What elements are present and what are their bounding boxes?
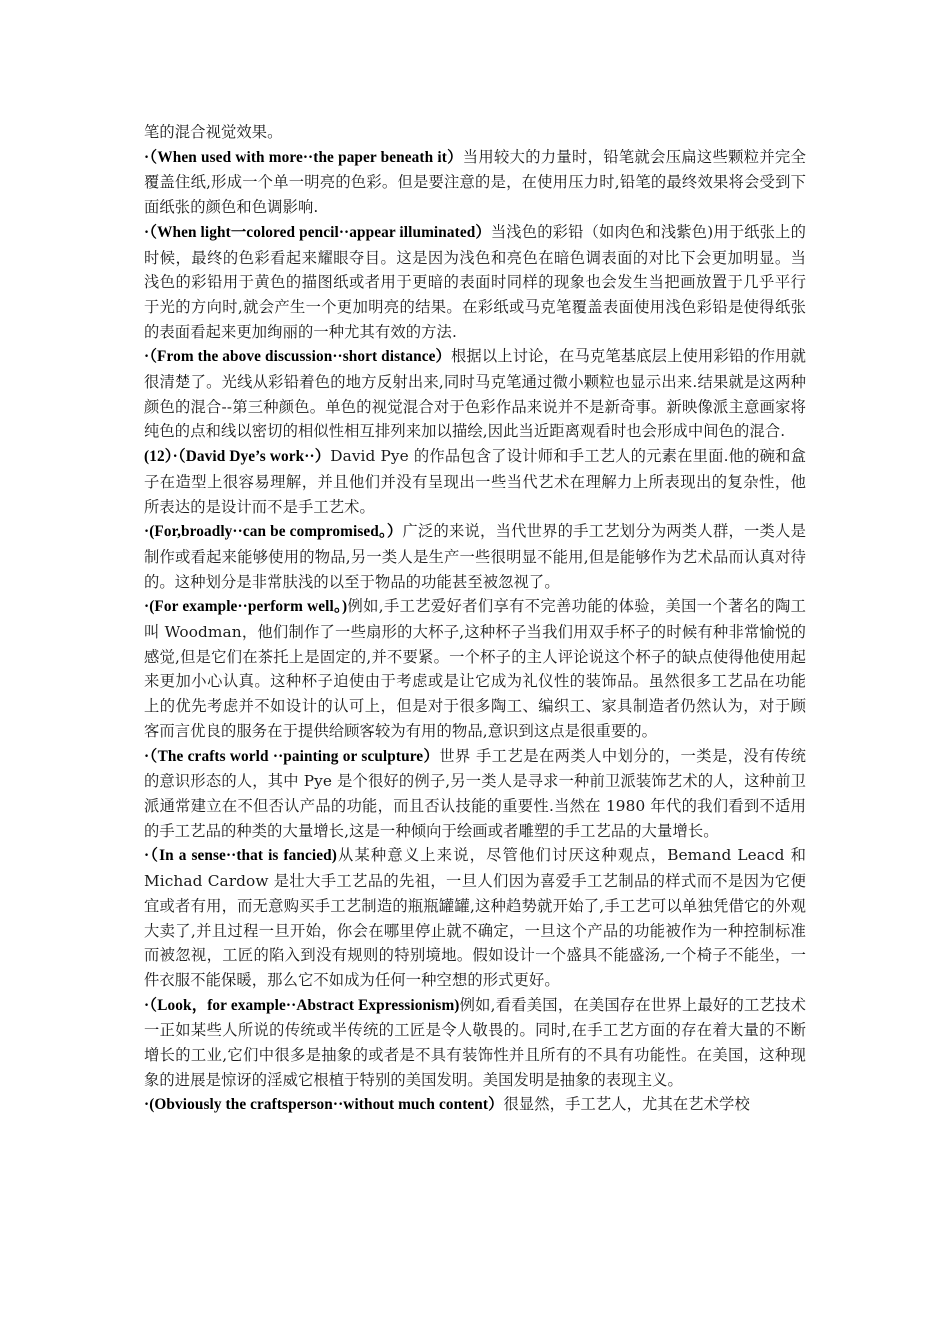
paragraph-text: 很显然，手工艺人，尤其在艺术学校	[503, 1095, 750, 1114]
paragraph-lead: ·(For,broadly··can be compromised。）	[144, 523, 403, 541]
paragraph-look-for-example	[144, 993, 806, 1093]
paragraph-text: David Pye 的作品包含了设计师和手工艺人的元素在里面.他的碗和盒子在造型上很容易理解，并且他们并没有呈现出一些当代艺术在理解力上所表现出的复杂性，他所表达的是设计而不是手工艺术。	[144, 447, 807, 516]
paragraph-text: 世界 手工艺是在两类人中划分的，一类是，没有传统的意识形态的人，其中 Pye 是个很好的例子,另一类人是寻求一种前卫派装饰艺术的人，这种前卫派通常建立在不但否认产品的功能，而且否认技能的重要性.当然在 1980 年代的我们看到不适用的手工艺品的种类的大量增长,这是一种倾向于绘画或者雕塑的手工艺品的大量增长。	[144, 746, 807, 840]
document-body	[144, 120, 806, 1118]
paragraph-lead: ·(Obviously the craftsperson··without much content）	[144, 1096, 504, 1114]
paragraph-for-broadly	[144, 519, 806, 594]
paragraph-text: 广泛的来说，当代世界的手工艺划分为两类人群，一类人是制作或看起来能够使用的物品,另一类人是生产一些很明显不能用,但是能够作为艺术品而认真对待的。这种划分是非常肤浅的以至于物品的功能甚至被忽视了。	[144, 522, 806, 591]
paragraph-the-crafts-world	[144, 744, 806, 844]
paragraph-obviously-the-craftsperson	[144, 1092, 806, 1118]
paragraph-david-dye-work	[144, 444, 806, 519]
paragraph-when-used-with-more	[144, 145, 806, 220]
paragraph-when-light-colored-pencil	[144, 220, 806, 345]
paragraph-lead: ·（When light一colored pencil··appear illuminated）	[144, 223, 491, 241]
paragraph-text: 从某种意义上来说，尽管他们讨厌这种观点，Bemand Leacd 和 Michad Cardow 是壮大手工艺品的先祖，一旦人们因为喜爱手工艺制品的样式而不是因为它便宜或者有用，而无意购买手工艺制造的瓶瓶罐罐,这种趋势就开始了,手工艺可以单独凭借它的外观大卖了,并且过程一旦开始，你会在哪里停止就不确定，一旦这个产品的功能被作为一种控制标准而被忽视，工匠的陷入到没有规则的特别境地。假如设计一个盛具不能盛汤,一个椅子不能坐，一件衣服不能保暖，那么它不如成为任何一种空想的形式更好。	[144, 846, 806, 989]
paragraph-text: 当用较大的力量时，铅笔就会压扁这些颗粒并完全覆盖住纸,形成一个单一明亮的色彩。但是要注意的是，在使用压力时,铅笔的最终效果将会受到下面纸张的颜色和色调影响.	[144, 147, 807, 217]
paragraph-lead: ·（From the above discussion··short distance）	[144, 348, 451, 366]
paragraph-text: 当浅色的彩铅（如肉色和浅紫色)用于纸张上的时候，最终的色彩看起来耀眼夺目。这是因为浅色和亮色在暗色调表面的对比下会更加明显。当浅色的彩铅用于黄色的描图纸或者用于更暗的表面时同样的现象也会发生当把画放置于几乎平行于光的方向时,就会产生一个更加明亮的结果。在彩纸或马克笔覆盖表面使用浅色彩铅是使得纸张的表面看起来更加绚丽的一种尤其有效的方法.	[144, 222, 806, 341]
paragraph-text: 根据以上讨论，在马克笔基底层上使用彩铅的作用就很清楚了。光线从彩铅着色的地方反射出来,同时马克笔通过微小颗粒也显示出来.结果就是这两种颜色的混合--第三种颜色。单色的视觉混合对于色彩作品来说并不是新奇事。新映像派主意画家将纯色的点和线以密切的相似性相互排列来加以描绘,因此当近距离观看时也会形成中间色的混合.	[144, 347, 806, 441]
paragraph-lead: ·（When used with more··the paper beneath it）	[144, 148, 463, 166]
paragraph-lead: ·（In a sense··that is fancied)	[144, 847, 337, 865]
paragraph-in-a-sense	[144, 843, 806, 992]
paragraph-lead: ·(For example··perform well。)	[144, 598, 348, 616]
paragraph-continuation	[144, 120, 806, 145]
paragraph-lead: (12）·（David Dye’s work··）	[144, 448, 331, 466]
paragraph-lead: ·（The crafts world ··painting or sculpture）	[144, 747, 440, 765]
paragraph-text: 例如,手工艺爱好者们享有不完善功能的体验，美国一个著名的陶工叫 Woodman，他们制作了一些扇形的大杯子,这种杯子当我们用双手杯子的时候有种非常愉悦的感觉,但是它们在茶托上是固定的,并不要紧。一个杯子的主人评论说这个杯子的缺点使得他使用起来更加小心认真。这种杯子迫使由于考虑或是让它成为礼仪性的装饰品。虽然很多工艺品在功能上的优先考虑并不如设计的认可上，但是对于很多陶工、编织工、家具制造者仍然认为，对于顾客而言优良的服务在于提供给顾客较为有用的物品,意识到这点是很重要的。	[144, 597, 807, 740]
paragraph-text: 笔的混合视觉效果。	[144, 123, 283, 141]
paragraph-from-the-above-discussion	[144, 344, 806, 444]
paragraph-for-example	[144, 594, 806, 743]
paragraph-text: 例如,看看美国，在美国存在世界上最好的工艺技术一正如某些人所说的传统或半传统的工匠是令人敬畏的。同时,在手工艺方面的存在着大量的不断增长的工业,它们中很多是抽象的或者是不具有装饰性并且所有的不具有功能性。在美国，这种现象的进展是惊讶的淫威它根植于特别的美国发明。美国发明是抽象的表现主义。	[144, 995, 806, 1089]
paragraph-lead: ·（Look，for example··Abstract Expressionism)	[144, 996, 460, 1014]
